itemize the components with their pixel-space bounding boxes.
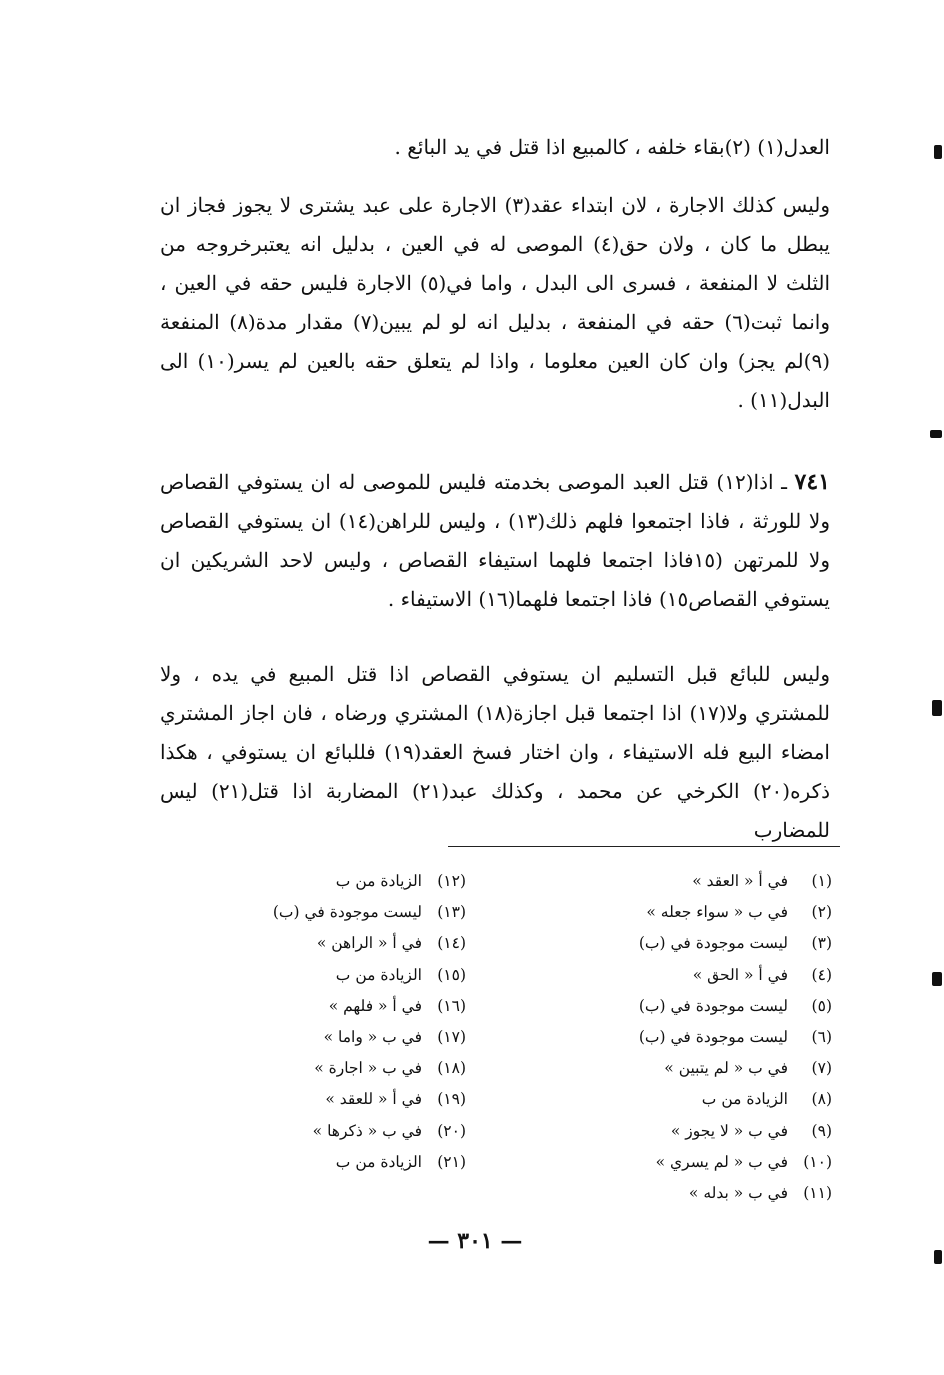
footnotes-left-column bbox=[206, 866, 466, 1178]
footnote: (٦)ليست موجودة في (ب) bbox=[638, 1028, 832, 1047]
footnote: (٩)في ب « لا يجوز » bbox=[670, 1121, 832, 1140]
footnote: (١٦)في أ « فلهم » bbox=[328, 996, 466, 1015]
paragraph-741-text: ـ اذا(١٢) قتل العبد الموصى بخدمته فليس للموصى له ان يستوفي القصاص ولا للورثة ، فاذا اجتمعوا فلهم ذلك(١٣) ، وليس للراهن(١٤) ان يستوفي القصاص ولا للمرتهن (١٥فاذا اجتمعا فلهما استيفاء القصاص ، وليس لاحد الشريكين ان يستوفي القصاص١٥) فاذا اجتمعا فلهما(١٦) الاستيفاء . bbox=[160, 470, 830, 611]
footnote-separator bbox=[448, 846, 840, 847]
scan-edge-mark bbox=[932, 700, 942, 716]
footnote: (١٠)في ب « لم يسري » bbox=[655, 1152, 832, 1171]
footnote: (١٧)في ب « واما » bbox=[323, 1028, 466, 1047]
footnote: (١٣)ليست موجودة في (ب) bbox=[272, 903, 466, 922]
footnote: (٢)في ب « سواء جعله » bbox=[646, 903, 832, 922]
scan-edge-mark bbox=[930, 430, 942, 438]
paragraph-2: وليس كذلك الاجارة ، لان ابتداء عقد(٣) الاجارة على عبد يشترى لا يجوز فجاز ان يبطل ما كان ، ولان حق(٤) الموصى له في العين ، بدليل انه يعتبرخروجه من الثلث لا المنفعة ، فسرى الى البدل ، واما في(٥) الاجارة فليس حقه في العين ، وانما ثبت(٦) حقه في المنفعة ، بدليل انه لو لم يبين(٧) مقدار مدة(٨) المنفعة (٩)لم يجز) وان كان العين معلوما ، واذا لم يتعلق حقه بالعين لم يسر(١٠) الى البدل(١١) . bbox=[160, 193, 831, 412]
footnotes-right-column bbox=[532, 866, 832, 1209]
scan-edge-mark bbox=[934, 1250, 942, 1264]
footnote: (١٥)الزيادة من ب bbox=[335, 965, 466, 984]
paragraph-1: العدل(١) (٢)بقاء خلفه ، كالمبيع اذا قتل في يد البائع . bbox=[394, 135, 830, 159]
footnote: (٢٠)في ب « ذكرها » bbox=[312, 1121, 466, 1140]
scan-edge-mark bbox=[934, 145, 942, 159]
footnote: (١٨)في ب « اجارة » bbox=[314, 1059, 466, 1078]
paragraph-4: وليس للبائع قبل التسليم ان يستوفي القصاص اذا قتل المبيع في يده ، ولا للمشتري ولا(١٧) اذا اجتمعا قبل اجازة(١٨) المشتري ورضاه ، فان اجاز المشتري امضاء البيع فله الاستيفاء ، وان اختار فسخ العقد(١٩) فللبائع ان يستوفي ، هكذا ذكره(٢٠) الكرخي عن محمد ، وكذلك عبد(٢١) المضاربة اذا قتل(٢١) ليس للمضارب bbox=[160, 662, 831, 842]
footnote: (١٢)الزيادة من ب bbox=[335, 872, 466, 890]
scan-edge-mark bbox=[932, 972, 942, 986]
footnote: (١٤)في أ « الراهن » bbox=[316, 934, 466, 953]
footnote: (٤)في أ « الحق » bbox=[692, 965, 832, 984]
footnote: (١٩)في أ « للعقد » bbox=[325, 1090, 466, 1109]
page-number: — ٣٠١ — bbox=[427, 1228, 523, 1254]
footnote: (١)في أ « العقد » bbox=[692, 872, 832, 890]
footnote: (٨)الزيادة من ب bbox=[701, 1090, 832, 1109]
footnote: (٣)ليست موجودة في (ب) bbox=[638, 934, 832, 953]
footnote: (١١)في ب « بدله » bbox=[688, 1184, 832, 1203]
paragraph-741 bbox=[160, 463, 830, 619]
paragraph-number: ٧٤١ bbox=[794, 469, 830, 495]
footnote: (٧)في ب « لم يتبين » bbox=[664, 1059, 832, 1078]
footnote: (٢١)الزيادة من ب bbox=[335, 1152, 466, 1171]
footnote: (٥)ليست موجودة في (ب) bbox=[638, 996, 832, 1015]
